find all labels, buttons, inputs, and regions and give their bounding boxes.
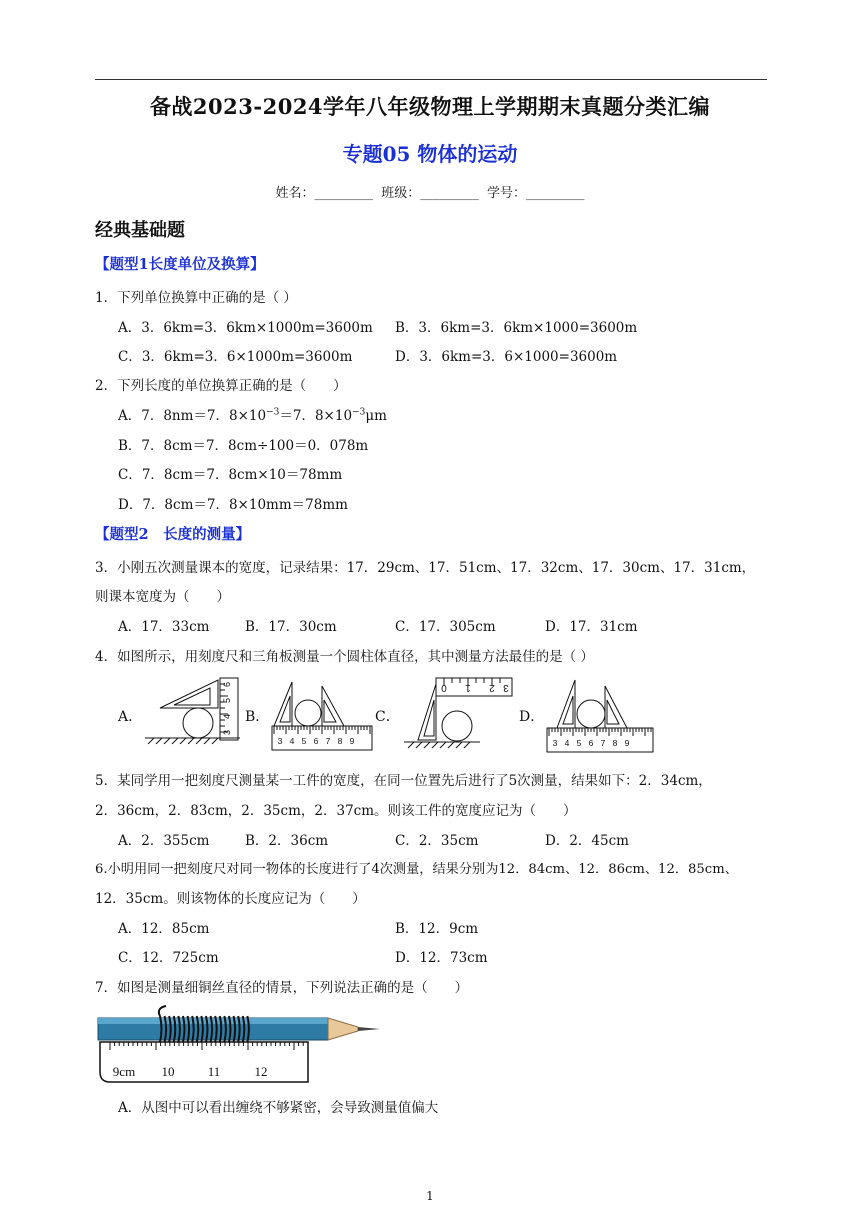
ruler-b-tick-9: 9 bbox=[349, 736, 355, 746]
q3-stem-line2: 则课本宽度为（ ） bbox=[95, 589, 230, 605]
id-blank[interactable]: _________ bbox=[526, 186, 585, 201]
q4-label-c: C． bbox=[375, 709, 400, 725]
ruler-b-tick-4: 4 bbox=[289, 736, 295, 746]
page-number: 1 bbox=[426, 1189, 434, 1203]
cylinder bbox=[577, 700, 605, 728]
ruler-d-tick-5: 5 bbox=[576, 738, 582, 748]
q2-option-a bbox=[118, 404, 387, 424]
q1-option-c: C．3．6km=3．6×1000m=3600m bbox=[118, 349, 353, 365]
category-heading-2: 【题型2 长度的测量】 bbox=[95, 526, 251, 543]
q2-option-b: B．7．8cm＝7．8cm÷100＝0．078m bbox=[118, 438, 369, 454]
q2-stem: 2．下列长度的单位换算正确的是（ ） bbox=[95, 378, 347, 394]
ruler-c-tick-2: 2 bbox=[489, 682, 495, 693]
document-title: 备战2023-2024学年八年级物理上学期期末真题分类汇编 bbox=[149, 94, 711, 119]
q2-option-a-post: μm bbox=[365, 408, 387, 424]
q7-option-a: A．从图中可以看出缠绕不够紧密，会导致测量值偏大 bbox=[118, 1100, 439, 1116]
ruler-c-tick-1: 1 bbox=[465, 682, 471, 693]
q4-figure-a bbox=[140, 674, 246, 746]
q4-label-b: B． bbox=[245, 709, 270, 725]
q5-option-c: C．2．35cm bbox=[395, 833, 479, 849]
q4-figure-b bbox=[266, 676, 376, 752]
q3-option-d: D．17．31cm bbox=[545, 619, 638, 635]
ruler-b-tick-5: 5 bbox=[301, 736, 307, 746]
triangle-board-right bbox=[322, 686, 344, 726]
q5-option-a: A．2．355cm bbox=[118, 833, 210, 849]
document-subtitle: 专题05 物体的运动 bbox=[342, 142, 518, 166]
q6-stem-line1: 6.小明用同一把刻度尺对同一物体的长度进行了4次测量，结果分别为12．84cm、12．86cm、12．85cm、 bbox=[95, 862, 738, 877]
ruler-c-tick-0: 0 bbox=[441, 682, 447, 693]
q6-option-a: A．12．85cm bbox=[118, 921, 210, 937]
ruler-b-tick-3: 3 bbox=[277, 736, 283, 746]
q3-option-a: A．17．33cm bbox=[118, 619, 210, 635]
q2-option-a-pre: A．7．8nm＝7．8×10 bbox=[118, 408, 267, 424]
q1-option-a: A．3．6km=3．6km×1000m=3600m bbox=[118, 320, 373, 336]
q6-stem-line2: 12．35cm。则该物体的长度应记为（ ） bbox=[95, 891, 366, 907]
q2-option-a-exp2: −3 bbox=[352, 407, 366, 418]
ruler-d-tick-8: 8 bbox=[612, 738, 618, 748]
cylinder bbox=[442, 711, 472, 741]
id-label: 学号： bbox=[487, 186, 527, 201]
q4-figure-c bbox=[400, 676, 516, 750]
q2-option-c: C．7．8cm＝7．8cm×10＝78mm bbox=[118, 467, 343, 483]
header-rule bbox=[95, 79, 767, 80]
triangle-board-right bbox=[605, 686, 627, 728]
section-title: 经典基础题 bbox=[95, 220, 185, 241]
ruler-a-tick-5: 5 bbox=[222, 697, 232, 703]
q1-stem: 1．下列单位换算中正确的是（ ） bbox=[95, 290, 297, 306]
q1-option-d: D．3．6km=3．6×1000=3600m bbox=[395, 349, 618, 365]
wire-end bbox=[159, 1006, 166, 1016]
q2-option-a-exp1: −3 bbox=[266, 407, 280, 418]
triangle-board-left bbox=[274, 682, 292, 726]
q2-option-a-mid: ＝7．8×10 bbox=[279, 408, 353, 424]
q7-ruler-label-10: 10 bbox=[161, 1064, 175, 1079]
q4-label-a: A． bbox=[118, 709, 143, 725]
q6-option-c: C．12．725cm bbox=[118, 950, 219, 966]
class-blank[interactable]: _________ bbox=[420, 186, 479, 201]
q3-option-c: C．17．305cm bbox=[395, 619, 496, 635]
q2-option-d: D．7．8cm＝7．8×10mm＝78mm bbox=[118, 497, 348, 513]
ruler-d-tick-3: 3 bbox=[552, 738, 558, 748]
q4-stem: 4．如图所示，用刻度尺和三角板测量一个圆柱体直径，其中测量方法最佳的是（ ） bbox=[95, 649, 594, 665]
ruler-c-tick-3: 3 bbox=[503, 682, 509, 693]
category-heading-1: 【题型1长度单位及换算】 bbox=[95, 256, 265, 273]
ruler-a-tick-6: 6 bbox=[222, 681, 232, 687]
q5-option-b: B．2．36cm bbox=[245, 833, 329, 849]
q7-ruler-label-12: 12 bbox=[254, 1064, 268, 1079]
q7-ruler-label-9cm: 9cm bbox=[112, 1064, 136, 1079]
q5-stem-line1: 5．某同学用一把刻度尺测量某一工件的宽度，在同一位置先后进行了5次测量，结果如下：2．34cm， bbox=[95, 773, 712, 789]
q4-label-d: D． bbox=[519, 709, 545, 725]
q3-stem-line1: 3．小刚五次测量课本的宽度，记录结果：17．29cm、17．51cm、17．32cm、17．30cm、17．31cm， bbox=[95, 560, 756, 576]
ruler-d-tick-9: 9 bbox=[624, 738, 630, 748]
name-label: 姓名： bbox=[275, 186, 315, 201]
triangle-board-left bbox=[557, 680, 575, 728]
ruler-d-tick-7: 7 bbox=[600, 738, 606, 748]
q5-stem-line2: 2．36cm，2．83cm，2．35cm，2．37cm。则该工件的宽度应记为（ ） bbox=[95, 803, 577, 819]
ground-hatch bbox=[148, 738, 218, 744]
name-blank[interactable]: _________ bbox=[314, 186, 373, 201]
triangle-board-left bbox=[418, 684, 436, 740]
ruler-b-tick-7: 7 bbox=[325, 736, 331, 746]
ruler-a-tick-4: 4 bbox=[222, 713, 232, 719]
ruler-b-tick-6: 6 bbox=[313, 736, 319, 746]
q1-option-b: B．3．6km=3．6km×1000=3600m bbox=[395, 320, 638, 336]
q6-option-d: D．12．73cm bbox=[395, 950, 488, 966]
q6-option-b: B．12．9cm bbox=[395, 921, 479, 937]
q7-ruler-label-11: 11 bbox=[207, 1064, 221, 1079]
ruler-b-tick-8: 8 bbox=[337, 736, 343, 746]
triangle-board bbox=[160, 680, 218, 708]
class-label: 班级： bbox=[381, 186, 421, 201]
q4-figure-d bbox=[545, 676, 657, 754]
student-info-line bbox=[0, 182, 860, 201]
q7-stem: 7．如图是测量细铜丝直径的情景，下列说法正确的是（ ） bbox=[95, 980, 469, 996]
ruler-a-tick-3: 3 bbox=[222, 729, 232, 735]
ruler-d-tick-4: 4 bbox=[564, 738, 570, 748]
q7-figure bbox=[96, 1004, 386, 1084]
q3-option-b: B．17．30cm bbox=[245, 619, 337, 635]
cylinder bbox=[295, 700, 321, 726]
q5-option-d: D．2．45cm bbox=[545, 833, 629, 849]
cylinder bbox=[183, 708, 213, 738]
ruler-d-tick-6: 6 bbox=[588, 738, 594, 748]
